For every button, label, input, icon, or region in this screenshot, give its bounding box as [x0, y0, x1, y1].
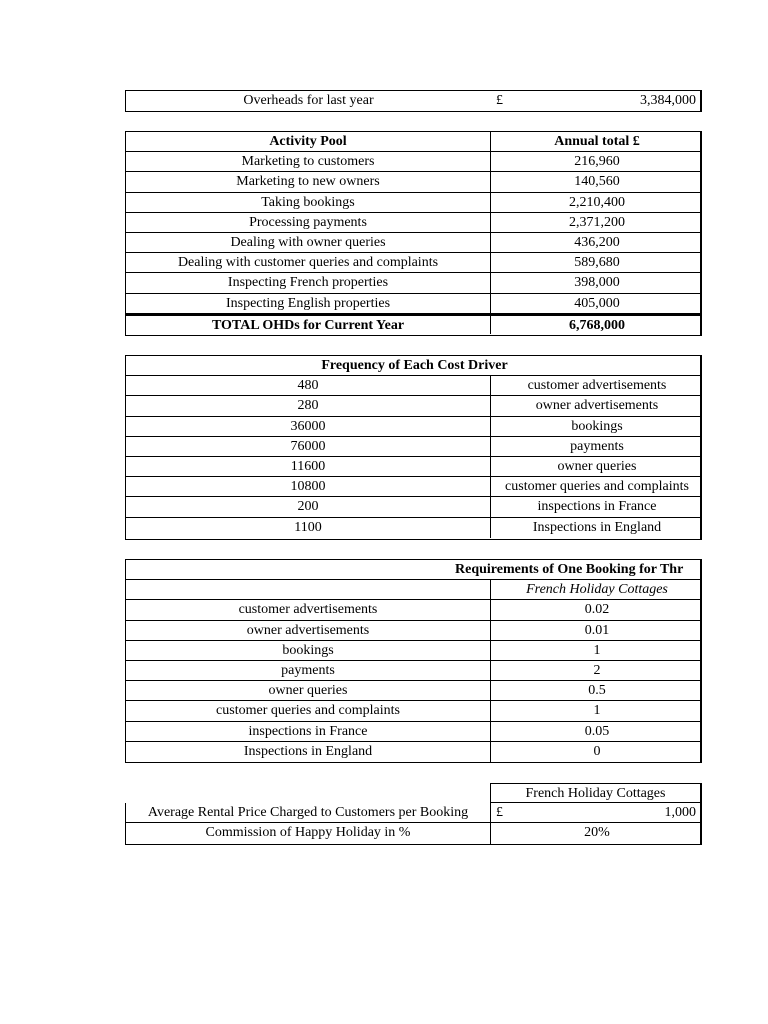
driver-name: owner queries: [557, 458, 637, 474]
requirements-row: [126, 722, 700, 742]
activity-annual-total: 2,371,200: [569, 214, 625, 230]
requirement-value: 0.05: [584, 723, 610, 739]
rental-price-label: Average Rental Price Charged to Customers per Booking: [126, 803, 491, 822]
activity-pool-header: Activity Pool: [126, 132, 491, 151]
activity-pool-name: Marketing to customers: [126, 152, 491, 171]
frequency-row: [126, 417, 700, 437]
activity-row: [126, 253, 700, 273]
overheads-row: [126, 91, 700, 111]
rental-price-currency: £: [496, 805, 503, 821]
requirements-row: [126, 661, 700, 681]
pricing-table: [125, 783, 702, 846]
activity-pool-name: Marketing to new owners: [126, 172, 491, 191]
requirement-driver: owner advertisements: [126, 621, 491, 640]
driver-count: 280: [126, 396, 491, 415]
commission-label: Commission of Happy Holiday in %: [126, 823, 491, 843]
frequency-row: [126, 376, 700, 396]
pricing-body: [125, 803, 702, 844]
activity-row: [126, 172, 700, 192]
requirements-table: [125, 559, 702, 763]
commission-row: [126, 823, 700, 843]
activity-pool-name: Dealing with owner queries: [126, 233, 491, 252]
overheads-label: Overheads for last year: [243, 93, 374, 108]
requirement-driver: customer advertisements: [126, 600, 491, 619]
annual-total-header: Annual total £: [554, 134, 640, 149]
activity-pool-name: Dealing with customer queries and complaints: [126, 253, 491, 272]
activity-pool-name: Taking bookings: [126, 193, 491, 212]
driver-count: 10800: [126, 477, 491, 496]
frequency-table: [125, 355, 702, 540]
driver-name: bookings: [571, 418, 623, 434]
activity-annual-total: 589,680: [574, 255, 620, 271]
requirement-driver: Inspections in England: [126, 742, 491, 762]
pricing-column-header: French Holiday Cottages: [490, 784, 700, 802]
activity-annual-total: 2,210,400: [569, 194, 625, 210]
driver-count: 36000: [126, 417, 491, 436]
activity-row: [126, 152, 700, 172]
activity-row: [126, 233, 700, 253]
frequency-row: [126, 457, 700, 477]
activity-annual-total: 398,000: [574, 275, 620, 291]
requirement-driver: customer queries and complaints: [126, 701, 491, 720]
pricing-column-row: [490, 783, 702, 803]
driver-name: owner advertisements: [535, 398, 659, 414]
driver-name: customer advertisements: [527, 378, 667, 394]
activity-row: [126, 294, 700, 314]
activity-row: [126, 213, 700, 233]
driver-count: 200: [126, 497, 491, 516]
activity-pool-name: Inspecting French properties: [126, 273, 491, 292]
activity-pool-table: [125, 131, 702, 336]
driver-name: customer queries and complaints: [505, 479, 689, 495]
driver-count: 1100: [126, 518, 491, 538]
activity-pool-name: Processing payments: [126, 213, 491, 232]
requirements-column-header: French Holiday Cottages: [526, 582, 668, 598]
activity-row: [126, 193, 700, 213]
activity-annual-total: 140,560: [574, 174, 620, 190]
requirement-driver: payments: [126, 661, 491, 680]
driver-name: inspections in France: [537, 499, 657, 515]
requirements-title: Requirements of One Booking for Thr: [455, 562, 684, 577]
requirements-row: [126, 621, 700, 641]
frequency-row: [126, 396, 700, 416]
requirement-driver: owner queries: [126, 681, 491, 700]
requirement-value: 0.5: [588, 683, 606, 699]
driver-count: 76000: [126, 437, 491, 456]
requirement-value: 0: [593, 743, 601, 759]
activity-header-row: [126, 132, 700, 152]
total-ohds-label: TOTAL OHDs for Current Year: [126, 316, 491, 334]
frequency-row: [126, 477, 700, 497]
requirements-row: [126, 701, 700, 721]
overheads-table: [125, 90, 702, 112]
frequency-row: [126, 518, 700, 538]
overheads-value: 3,384,000: [640, 93, 696, 108]
requirement-driver: bookings: [126, 641, 491, 660]
frequency-row: [126, 497, 700, 517]
frequency-row: [126, 437, 700, 457]
frequency-title-row: [126, 356, 700, 376]
activity-annual-total: 436,200: [574, 234, 620, 250]
requirement-value: 0.01: [584, 622, 610, 638]
requirement-driver: inspections in France: [126, 722, 491, 741]
activity-annual-total: 405,000: [574, 295, 620, 311]
rental-price-row: [126, 803, 700, 823]
requirement-value: 1: [593, 642, 601, 658]
requirements-blank-cell: [126, 580, 491, 599]
driver-name: payments: [570, 438, 624, 454]
requirement-value: 1: [593, 703, 601, 719]
activity-annual-total: 216,960: [574, 154, 620, 170]
requirement-value: 2: [593, 662, 601, 678]
frequency-title: Frequency of Each Cost Driver: [321, 358, 508, 373]
driver-name: Inspections in England: [532, 519, 662, 535]
activity-total-row: [126, 314, 700, 334]
requirements-row: [126, 681, 700, 701]
overheads-currency: £: [496, 93, 503, 108]
driver-count: 480: [126, 376, 491, 395]
activity-row: [126, 273, 700, 293]
requirements-row: [126, 641, 700, 661]
activity-pool-name: Inspecting English properties: [126, 294, 491, 313]
rental-price-value: 1,000: [664, 805, 696, 821]
requirement-value: 0.02: [584, 602, 610, 618]
total-ohds-value: 6,768,000: [569, 317, 625, 333]
driver-count: 11600: [126, 457, 491, 476]
requirements-column-row: [126, 580, 700, 600]
requirements-title-row: [126, 560, 700, 580]
commission-value: 20%: [584, 825, 610, 841]
requirements-row: [126, 742, 700, 762]
requirements-row: [126, 600, 700, 620]
